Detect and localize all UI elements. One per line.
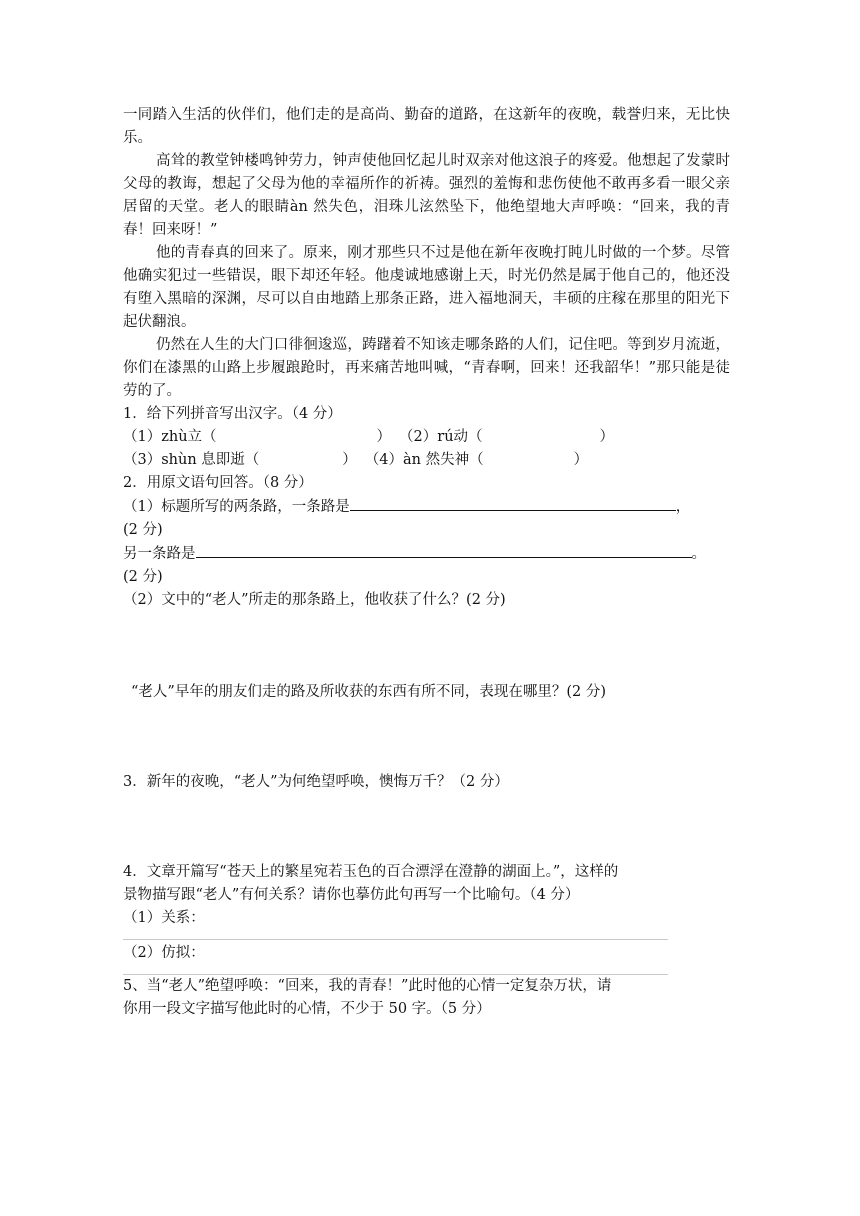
q1-item-2-label: （2）rú动（ xyxy=(399,429,483,445)
question-2-sub-1b xyxy=(123,542,730,566)
question-1-row-2 xyxy=(123,449,730,472)
q2-sub-1b-answer-line[interactable] xyxy=(196,542,692,558)
question-4-line-2: 景物描写跟“老人”有何关系？请你也摹仿此句再写一个比喻句。（4 分） xyxy=(123,887,580,903)
q2-sub-3-answer-space[interactable] xyxy=(123,704,730,771)
q1-item-3-label: （3）shùn 息即逝（ xyxy=(123,452,260,468)
question-4-sub-1: （1）关系： xyxy=(123,910,205,926)
q1-item-2-close: ） xyxy=(599,429,615,445)
question-2-sub-1 xyxy=(123,495,730,519)
q2-sub-1b-label: 另一条路是 xyxy=(123,546,196,562)
passage-paragraph-3: 他的青春真的回来了。原来，刚才那些只不过是他在新年夜晚打盹儿时做的一个梦。尽管他确实犯过一些错误，眼下却还年轻。他虔诚地感谢上天，时光仍然是属于他自己的，他还没有堕入黑暗的深渊，尽可以自由地踏上那条正路，进入福地洞天，丰硕的庄稼在那里的阳光下起伏翻浪。 xyxy=(123,245,730,330)
q2-sub-1b-end: 。 xyxy=(691,546,706,562)
question-1-row-1 xyxy=(123,426,730,449)
q2-sub-1-end: ， xyxy=(675,499,691,515)
question-4-line-1: 4．文章开篇写“苍天上的繁星宛若玉色的百合漂浮在澄静的湖面上。”，这样的 xyxy=(123,864,619,880)
q2-sub-1-answer-line[interactable] xyxy=(350,495,676,511)
q2-sub-2-answer-space[interactable] xyxy=(123,612,730,681)
q1-item-1-label: （1）zhù立（ xyxy=(123,429,217,445)
q5-answer-space[interactable] xyxy=(123,1021,730,1141)
q2-sub-1b-points: (2 分) xyxy=(123,569,163,585)
question-4-sub-2: （2）仿拟： xyxy=(123,945,205,961)
exam-page xyxy=(123,104,730,1141)
passage-paragraph-4: 仍然在人生的大门口徘徊逡巡，踌躇着不知该走哪条路的人们，记住吧。等到岁月流逝，你们在漆黑的山路上步履踉跄时，再来痛苦地叫喊，“青春啊，回来！还我韶华！”那只能是徒劳的了。 xyxy=(123,337,730,399)
q2-sub-1-label: （1）标题所写的两条路，一条路是 xyxy=(123,499,350,515)
q3-answer-space[interactable] xyxy=(123,794,730,861)
q1-item-1-close: ） xyxy=(376,429,392,445)
passage-paragraph-2: 高耸的教堂钟楼鸣钟劳力，钟声使他回忆起儿时双亲对他这浪子的疼爱。他想起了发蒙时父母的教诲，想起了父母为他的幸福所作的祈祷。强烈的羞悔和悲伤使他不敢再多看一眼父亲居留的天堂。老人的眼睛àn 然失色，泪珠儿泫然坠下，他绝望地大声呼唤：“回来，我的青春！回来呀！” xyxy=(123,153,730,238)
question-2-sub-3: “老人”早年的朋友们走的路及所收获的东西有所不同，表现在哪里？(2 分) xyxy=(131,684,606,700)
question-1-title: 1．给下列拼音写出汉字。（4 分） xyxy=(123,406,342,422)
q1-item-3-close: ） xyxy=(342,452,357,468)
q1-item-4-close: ） xyxy=(573,452,589,468)
question-5-line-1: 5、当“老人”绝望呼唤：“回来，我的青春！”此时他的心情一定复杂万状，请 xyxy=(123,978,612,994)
question-2-title: 2．用原文语句回答。（8 分） xyxy=(123,475,313,491)
question-3-title: 3．新年的夜晚，“老人”为何绝望呼唤，懊悔万千？（2 分） xyxy=(123,774,509,790)
passage-paragraph-1: 一同踏入生活的伙伴们，他们走的是高尚、勤奋的道路，在这新年的夜晚，载誉归来，无比快乐。 xyxy=(123,107,730,146)
question-5-line-2: 你用一段文字描写他此时的心情，不少于 50 字。（5 分） xyxy=(123,1001,491,1017)
q1-item-4-label: （4）àn 然失神（ xyxy=(364,452,484,468)
question-2-sub-2: （2）文中的“老人”所走的那条路上，他收获了什么？(2 分) xyxy=(123,592,506,608)
q2-sub-1-points: (2 分) xyxy=(123,522,163,538)
